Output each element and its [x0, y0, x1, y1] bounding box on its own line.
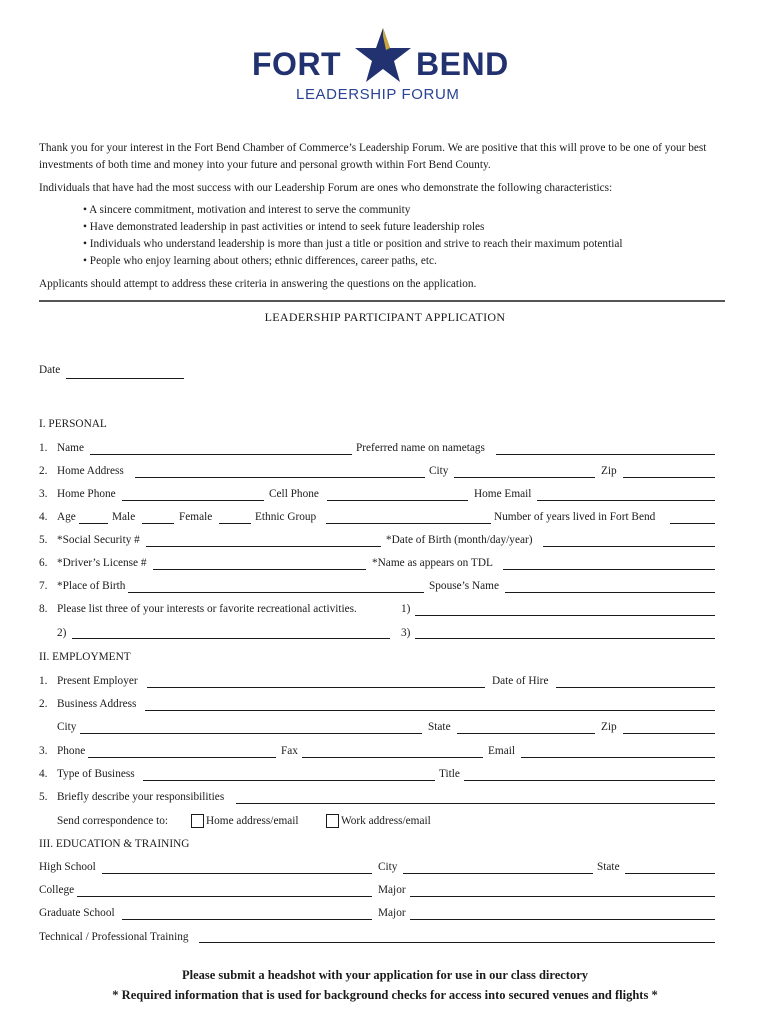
business-address-label: Business Address — [57, 698, 137, 710]
interest-2-field[interactable] — [72, 638, 390, 639]
home-email-field[interactable] — [537, 500, 715, 501]
graduate-school-field[interactable] — [122, 919, 372, 920]
spouse-name-field[interactable] — [505, 592, 715, 593]
ethnic-group-label: Ethnic Group — [255, 511, 317, 523]
business-zip-field[interactable] — [623, 733, 715, 734]
work-phone-field[interactable] — [88, 757, 276, 758]
row-number: 3. — [39, 745, 48, 757]
row-number: 7. — [39, 580, 48, 592]
intro-paragraph-3: Applicants should attempt to address these criteria in answering the questions on the application. — [39, 278, 477, 290]
dob-field[interactable] — [543, 546, 715, 547]
home-phone-field[interactable] — [122, 500, 264, 501]
college-major-field[interactable] — [410, 896, 715, 897]
business-city-field[interactable] — [80, 733, 422, 734]
row-number: 2. — [39, 465, 48, 477]
work-email-label: Email — [488, 745, 515, 757]
interests-label: Please list three of your interests or favorite recreational activities. — [57, 603, 357, 615]
responsibilities-label: Briefly describe your responsibilities — [57, 791, 225, 803]
business-zip-label: Zip — [601, 721, 617, 733]
row-number: 2. — [39, 698, 48, 710]
years-in-fort-bend-field[interactable] — [670, 523, 715, 524]
name-label: Name — [57, 442, 84, 454]
headshot-note: Please submit a headshot with your application for use in our class directory — [181, 968, 589, 982]
business-address-field[interactable] — [145, 710, 715, 711]
home-city-field[interactable] — [454, 477, 595, 478]
home-address-checkbox[interactable] — [191, 814, 204, 828]
high-school-state-label: State — [597, 861, 620, 873]
section-personal-heading: I. PERSONAL — [39, 418, 107, 430]
home-phone-label: Home Phone — [57, 488, 116, 500]
logo-subtitle: LEADERSHIP FORUM — [296, 86, 460, 103]
home-address-option-label: Home address/email — [206, 815, 299, 827]
high-school-city-field[interactable] — [403, 873, 593, 874]
college-field[interactable] — [77, 896, 372, 897]
spouse-name-label: Spouse’s Name — [429, 580, 499, 592]
graduate-major-label: Major — [378, 907, 406, 919]
work-address-checkbox[interactable] — [326, 814, 339, 828]
fax-field[interactable] — [302, 757, 483, 758]
type-of-business-label: Type of Business — [57, 768, 135, 780]
list-item: • Individuals who understand leadership is more than just a title or position and strive to reach their maximum potential — [83, 236, 623, 253]
ssn-field[interactable] — [146, 546, 381, 547]
graduate-school-label: Graduate School — [39, 907, 115, 919]
drivers-license-field[interactable] — [153, 569, 366, 570]
city-label: City — [429, 465, 449, 477]
row-number: 4. — [39, 768, 48, 780]
list-item: • People who enjoy learning about others; ethnic differences, career paths, etc. — [83, 253, 623, 270]
home-address-label: Home Address — [57, 465, 124, 477]
work-email-field[interactable] — [521, 757, 715, 758]
place-of-birth-label: *Place of Birth — [57, 580, 126, 592]
type-of-business-field[interactable] — [143, 780, 435, 781]
row-number: 1. — [39, 675, 48, 687]
zip-label: Zip — [601, 465, 617, 477]
business-city-label: City — [57, 721, 77, 733]
logo-word-bend: BEND — [416, 46, 509, 82]
row-number: 1. — [39, 442, 48, 454]
row-number: 3. — [39, 488, 48, 500]
male-label: Male — [112, 511, 136, 523]
logo-word-fort: FORT — [252, 46, 342, 82]
list-item: • Have demonstrated leadership in past activities or intend to seek future leadership roles — [83, 219, 623, 236]
high-school-field[interactable] — [102, 873, 372, 874]
home-email-label: Home Email — [474, 488, 532, 500]
form-title: LEADERSHIP PARTICIPANT APPLICATION — [264, 310, 506, 324]
job-title-label: Title — [439, 768, 460, 780]
interest-3-field[interactable] — [415, 638, 715, 639]
list-item: • A sincere commitment, motivation and interest to serve the community — [83, 202, 623, 219]
drivers-license-label: *Driver’s License # — [57, 557, 147, 569]
intro-paragraph-1: Thank you for your interest in the Fort Bend Chamber of Commerce’s Leadership Forum. We are positive that this will prove to be one of your best investments of both time and money into your future and personal growth within Fort Bend County. — [39, 142, 707, 171]
dob-label: *Date of Birth (month/day/year) — [386, 534, 533, 546]
logo — [0, 26, 770, 116]
ethnic-group-field[interactable] — [326, 523, 491, 524]
work-address-option-label: Work address/email — [341, 815, 431, 827]
ssn-label: *Social Security # — [57, 534, 140, 546]
business-state-field[interactable] — [457, 733, 595, 734]
date-field[interactable] — [66, 378, 184, 379]
preferred-name-field[interactable] — [496, 454, 715, 455]
divider — [39, 300, 725, 302]
business-state-label: State — [428, 721, 451, 733]
cell-phone-label: Cell Phone — [269, 488, 319, 500]
name-field[interactable] — [90, 454, 352, 455]
place-of-birth-field[interactable] — [128, 592, 424, 593]
age-label: Age — [57, 511, 76, 523]
intro-paragraph-2: Individuals that have had the most success with our Leadership Forum are ones who demonstrate the following characteristics: — [39, 182, 613, 194]
years-in-fort-bend-label: Number of years lived in Fort Bend — [494, 511, 656, 523]
row-number: 5. — [39, 534, 48, 546]
name-on-tdl-field[interactable] — [503, 569, 715, 570]
date-label: Date — [39, 364, 61, 376]
job-title-field[interactable] — [464, 780, 715, 781]
send-correspondence-label: Send correspondence to: — [57, 815, 169, 827]
date-of-hire-label: Date of Hire — [492, 675, 549, 687]
row-number: 6. — [39, 557, 48, 569]
preferred-name-label: Preferred name on nametags — [356, 442, 485, 454]
interest-2-label: 2) — [57, 627, 67, 639]
employer-field[interactable] — [147, 687, 485, 688]
high-school-state-field[interactable] — [625, 873, 715, 874]
work-phone-label: Phone — [57, 745, 86, 757]
college-major-label: Major — [378, 884, 406, 896]
date-of-hire-field[interactable] — [556, 687, 715, 688]
responsibilities-field[interactable] — [236, 803, 715, 804]
technical-training-field[interactable] — [199, 942, 715, 943]
row-number: 4. — [39, 511, 48, 523]
interest-1-label: 1) — [401, 603, 411, 615]
home-zip-field[interactable] — [623, 477, 715, 478]
characteristics-list — [83, 202, 623, 270]
row-number: 5. — [39, 791, 48, 803]
age-field[interactable] — [79, 523, 108, 524]
section-education-heading: III. EDUCATION & TRAINING — [39, 838, 190, 850]
home-address-field[interactable] — [135, 477, 425, 478]
high-school-label: High School — [39, 861, 96, 873]
college-label: College — [39, 884, 75, 896]
graduate-major-field[interactable] — [410, 919, 715, 920]
star-icon — [352, 26, 414, 88]
female-label: Female — [179, 511, 213, 523]
name-on-tdl-label: *Name as appears on TDL — [372, 557, 493, 569]
employer-label: Present Employer — [57, 675, 138, 687]
section-employment-heading: II. EMPLOYMENT — [39, 651, 131, 663]
female-field[interactable] — [219, 523, 251, 524]
interest-1-field[interactable] — [415, 615, 715, 616]
fax-label: Fax — [281, 745, 298, 757]
required-info-note: * Required information that is used for background checks for access into secured venues and flights * — [112, 988, 658, 1002]
cell-phone-field[interactable] — [327, 500, 468, 501]
row-number: 8. — [39, 603, 48, 615]
technical-training-label: Technical / Professional Training — [39, 931, 189, 943]
high-school-city-label: City — [378, 861, 398, 873]
interest-3-label: 3) — [401, 627, 411, 639]
male-field[interactable] — [142, 523, 174, 524]
